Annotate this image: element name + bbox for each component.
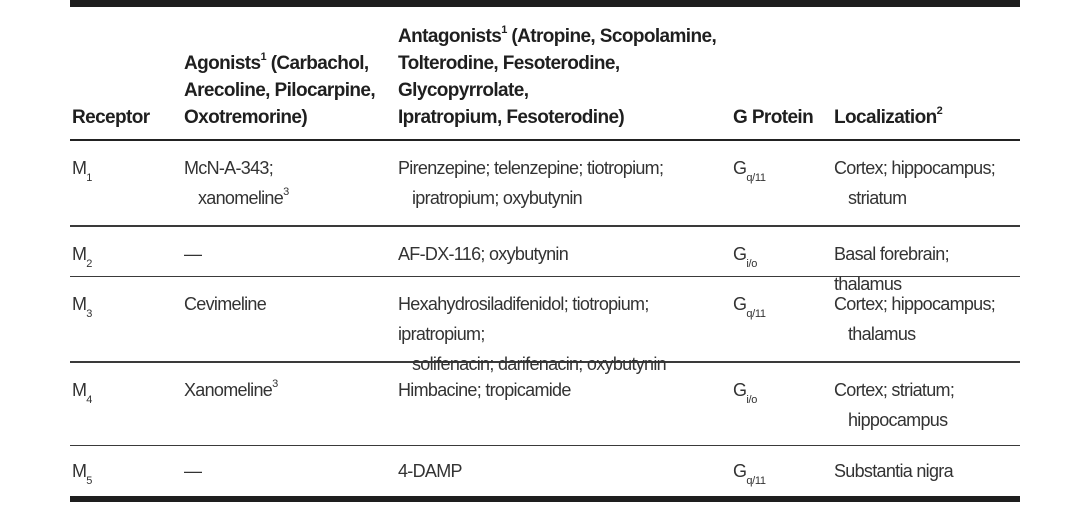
localization-line1: Basal forebrain; thalamus [834, 243, 949, 294]
header-agonists-line1 [184, 50, 398, 77]
localization-line1: Cortex; hippocampus; [834, 158, 996, 178]
g-protein-cell [733, 141, 834, 225]
receptor-cell [70, 363, 184, 445]
header-agonists-word: Agonists [184, 53, 261, 74]
agonist-cell [184, 227, 398, 276]
agonist-line2 [184, 183, 398, 213]
antagonist-line1: Himbacine; tropicamide [398, 379, 571, 400]
antagonist-cell [398, 446, 733, 496]
antagonist-cell [398, 227, 733, 276]
g-letter: G [733, 379, 747, 400]
g-protein-cell [733, 227, 834, 276]
table-header-row [70, 7, 1020, 139]
header-localization-word: Localization [834, 107, 937, 128]
receptor-cell [70, 227, 184, 276]
localization-line2: hippocampus [848, 409, 948, 430]
localization-line2: thalamus [848, 324, 916, 344]
receptor-letter: M [72, 158, 87, 178]
localization-line1: Cortex; striatum; [834, 379, 955, 400]
g-protein-cell [733, 277, 834, 361]
header-agonists-line3: Oxotremorine) [184, 107, 308, 128]
localization-cell [834, 363, 1020, 445]
table-row [70, 141, 1020, 225]
header-agonists [184, 7, 398, 139]
g-subscript: q/11 [746, 308, 766, 320]
header-g-protein-text: G Protein [733, 107, 814, 128]
table-row [70, 446, 1020, 496]
antagonist-line1: 4-DAMP [398, 461, 462, 481]
table-bottom-rule [70, 496, 1020, 502]
agonist-cell [184, 446, 398, 496]
localization-cell [834, 277, 1020, 361]
receptor-cell [70, 277, 184, 361]
header-localization [834, 7, 1020, 139]
g-protein-cell [733, 363, 834, 445]
localization-line1: Substantia nigra [834, 461, 953, 481]
g-subscript: i/o [746, 393, 758, 406]
receptor-subscript: 2 [86, 257, 93, 270]
agonist-line2-text: xanomeline [198, 188, 284, 208]
table-top-rule [70, 0, 1020, 7]
g-subscript: i/o [746, 257, 758, 270]
header-antagonists-line1-rest: (Atropine, Scopolamine, [506, 26, 717, 47]
header-g-protein [733, 7, 834, 139]
receptor-subscript: 5 [86, 475, 93, 487]
agonist-line1: — [184, 243, 202, 264]
receptor-cell [70, 446, 184, 496]
receptor-subscript: 4 [86, 393, 93, 406]
antagonist-cell [398, 141, 733, 225]
header-antagonists-line3: Ipratropium, Fesoterodine) [398, 107, 625, 128]
agonist-cell [184, 141, 398, 225]
g-letter: G [733, 461, 747, 481]
agonist-line1: Xanomeline [184, 379, 273, 400]
agonist-footnote: 3 [272, 377, 278, 390]
localization-line2: striatum [848, 188, 907, 208]
antagonist-line2: ipratropium; oxybutynin [412, 188, 582, 208]
receptor-cell [70, 141, 184, 225]
localization-cell [834, 446, 1020, 496]
header-antagonists-line1 [398, 23, 733, 50]
header-receptor-text: Receptor [72, 107, 150, 128]
antagonist-cell [398, 277, 733, 374]
agonist-footnote: 3 [283, 186, 289, 198]
localization-cell [834, 227, 1020, 294]
header-antagonists-footnote: 1 [501, 23, 507, 36]
header-antagonists-line2: Tolterodine, Fesoterodine, Glycopyrrolate, [398, 53, 620, 101]
receptor-subscript: 1 [86, 172, 93, 184]
receptor-subscript: 3 [86, 308, 93, 320]
agonist-line1: McN-A-343; [184, 158, 274, 178]
header-localization-footnote: 2 [936, 104, 943, 117]
receptor-letter: M [72, 243, 87, 264]
receptor-table [70, 0, 1020, 502]
header-agonists-line1-rest: (Carbachol, [266, 53, 369, 74]
receptor-letter: M [72, 461, 87, 481]
g-subscript: q/11 [746, 172, 766, 184]
localization-cell [834, 141, 1020, 225]
table-row [70, 227, 1020, 294]
receptor-letter: M [72, 379, 87, 400]
g-letter: G [733, 243, 747, 264]
receptor-letter: M [72, 294, 87, 314]
antagonist-line1: Pirenzepine; telenzepine; tiotropium; [398, 158, 664, 178]
header-receptor [70, 7, 184, 139]
table-row [70, 277, 1020, 374]
header-agonists-footnote: 1 [260, 50, 267, 63]
antagonist-line2: solifenacin; darifenacin; oxybutynin [412, 354, 666, 374]
header-antagonists-word: Antagonists [398, 26, 502, 47]
antagonist-line1: AF-DX-116; oxybutynin [398, 243, 569, 264]
agonist-line1: — [184, 461, 202, 481]
agonist-line1: Cevimeline [184, 294, 267, 314]
header-localization-line [834, 104, 1020, 131]
agonist-cell [184, 277, 398, 361]
header-antagonists [398, 7, 733, 139]
g-letter: G [733, 294, 747, 314]
antagonist-line1: Hexahydrosiladifenidol; tiotropium; ipratropium; [398, 294, 649, 344]
header-agonists-line2: Arecoline, Pilocarpine, [184, 80, 376, 101]
g-subscript: q/11 [746, 475, 766, 487]
antagonist-cell [398, 363, 733, 445]
g-protein-cell [733, 446, 834, 496]
agonist-cell [184, 363, 398, 445]
g-letter: G [733, 158, 747, 178]
localization-line1: Cortex; hippocampus; [834, 294, 996, 314]
table-row [70, 363, 1020, 445]
